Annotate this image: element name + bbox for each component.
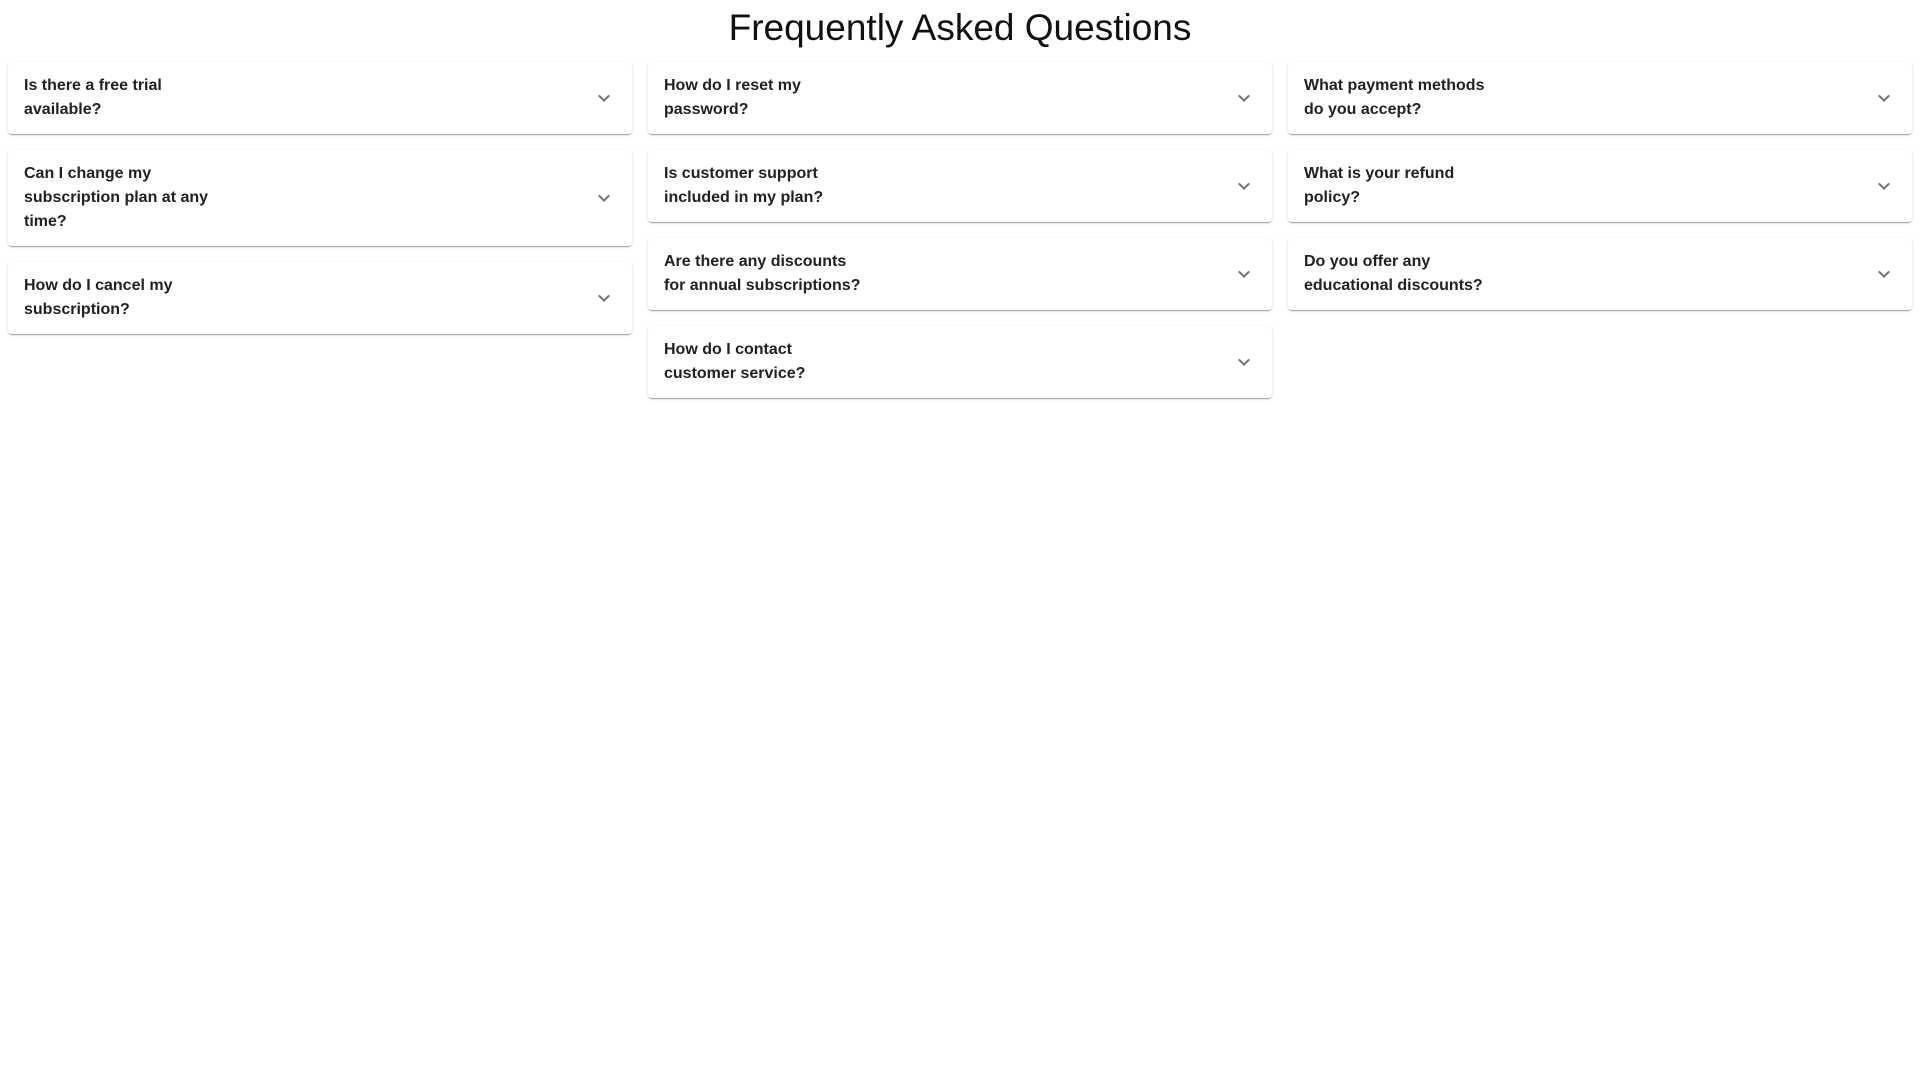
chevron-down-icon[interactable] (1232, 262, 1256, 286)
chevron-down-icon[interactable] (592, 86, 616, 110)
chevron-down-icon[interactable] (1232, 174, 1256, 198)
chevron-down-icon[interactable] (1232, 350, 1256, 374)
faq-item[interactable] (648, 238, 1272, 310)
faq-question: How do I cancel my subscription? (24, 277, 173, 318)
faq-column (8, 62, 632, 398)
faq-item[interactable] (8, 262, 632, 334)
chevron-down-icon[interactable] (592, 286, 616, 310)
faq-item[interactable] (648, 62, 1272, 134)
page-title: Frequently Asked Questions (728, 7, 1192, 48)
faq-item[interactable] (1288, 238, 1912, 310)
faq-question: What payment methods do you accept? (1304, 77, 1485, 118)
faq-item[interactable] (648, 326, 1272, 398)
chevron-down-icon[interactable] (592, 186, 616, 210)
faq-column (648, 62, 1272, 398)
faq-item[interactable] (1288, 150, 1912, 222)
faq-item[interactable] (8, 62, 632, 134)
faq-item[interactable] (1288, 62, 1912, 134)
faq-question: Is there a free trial available? (24, 77, 162, 118)
faq-question: Are there any discounts for annual subscriptions? (664, 253, 861, 294)
chevron-down-icon[interactable] (1872, 262, 1896, 286)
faq-question: Can I change my subscription plan at any time? (24, 165, 209, 230)
faq-question: Is customer support included in my plan? (664, 165, 824, 206)
faq-grid (0, 56, 1920, 398)
faq-item[interactable] (8, 150, 632, 246)
chevron-down-icon[interactable] (1232, 86, 1256, 110)
faq-question: Do you offer any educational discounts? (1304, 253, 1483, 294)
faq-column (1288, 62, 1912, 398)
chevron-down-icon[interactable] (1872, 86, 1896, 110)
faq-item[interactable] (648, 150, 1272, 222)
faq-question: How do I contact customer service? (664, 341, 806, 382)
faq-question: How do I reset my password? (664, 77, 801, 118)
chevron-down-icon[interactable] (1872, 174, 1896, 198)
faq-question: What is your refund policy? (1304, 165, 1455, 206)
